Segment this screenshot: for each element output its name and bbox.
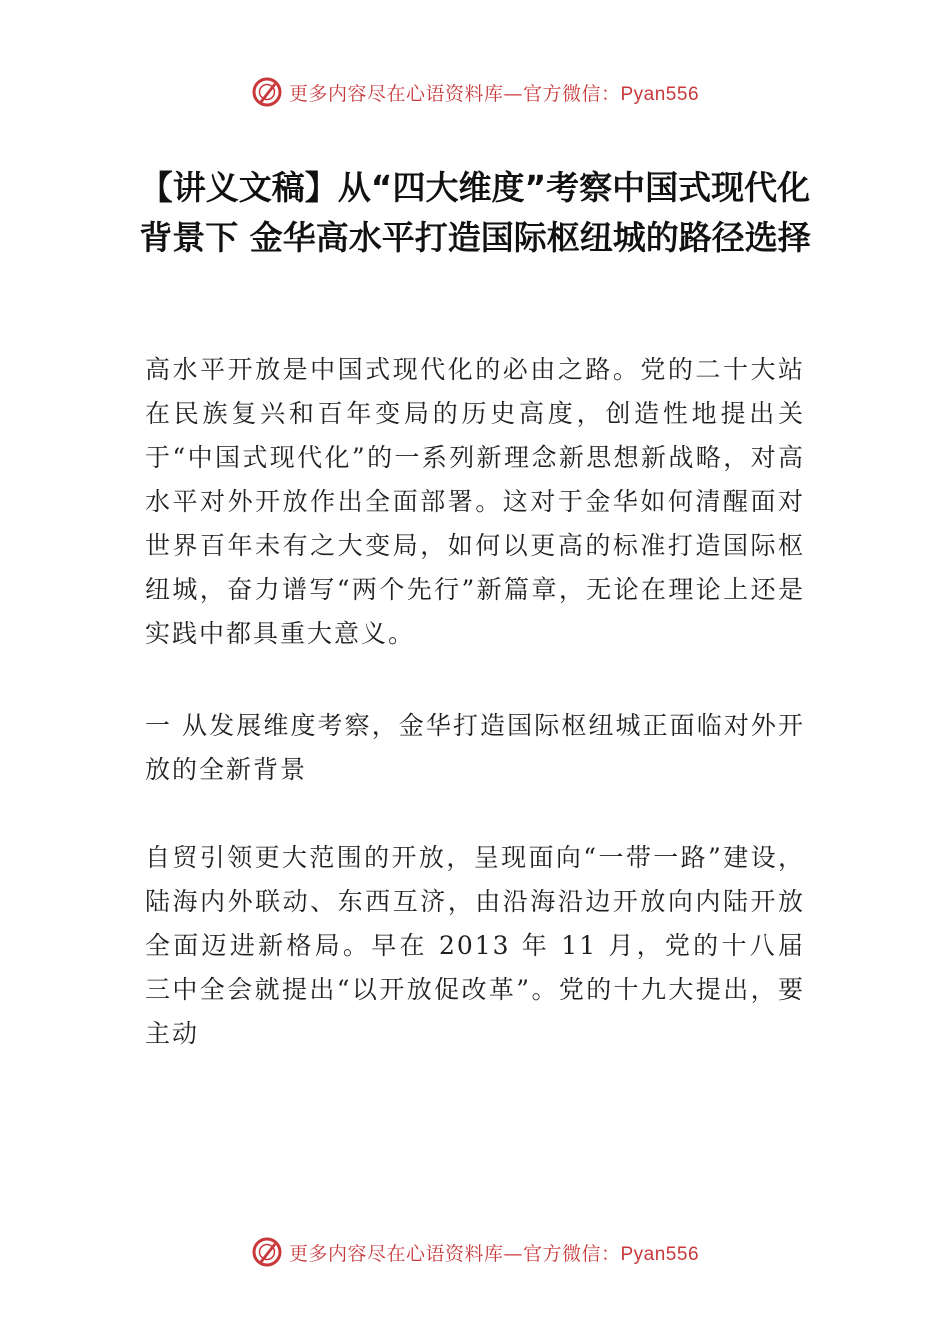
banner-slogan: 更多内容尽在心语资料库—官方微信： (288, 1242, 621, 1265)
footer-banner (0, 1232, 950, 1272)
banner-wechat-id: Pyan556 (620, 1243, 700, 1265)
banner-wechat-id: Pyan556 (620, 83, 700, 105)
header-banner (0, 72, 950, 112)
section-heading-block (145, 704, 805, 792)
paragraph-body: 自贸引领更大范围的开放，呈现面向“一带一路”建设，陆海内外联动、东西互济，由沿海沿边开放向内陆开放全面迈进新格局。早在 2013 年 11 月，党的十八届三中全会就提出“以开放促改革”。党的十九大提出，要主动 (145, 843, 805, 1048)
banner-slogan: 更多内容尽在心语资料库—官方微信： (288, 82, 621, 105)
pen-logo-icon (251, 1236, 283, 1268)
pen-logo-icon (251, 76, 283, 108)
document-title: 【讲义文稿】从“四大维度”考察中国式现代化背景下 金华高水平打造国际枢纽城的路径选择 (139, 168, 811, 257)
section-heading: 一 从发展维度考察，金华打造国际枢纽城正面临对外开放的全新背景 (145, 711, 805, 784)
banner-text (289, 79, 699, 106)
paragraph-intro: 高水平开放是中国式现代化的必由之路。党的二十大站在民族复兴和百年变局的历史高度，创造性地提出关于“中国式现代化”的一系列新理念新思想新战略，对高水平对外开放作出全面部署。这对于金华如何清醒面对世界百年未有之大变局，如何以更高的标准打造国际枢纽城，奋力谱写“两个先行”新篇章，无论在理论上还是实践中都具重大意义。 (145, 355, 805, 648)
banner-text (289, 1239, 699, 1266)
document-body (145, 348, 805, 656)
paragraph-block (145, 836, 805, 1056)
